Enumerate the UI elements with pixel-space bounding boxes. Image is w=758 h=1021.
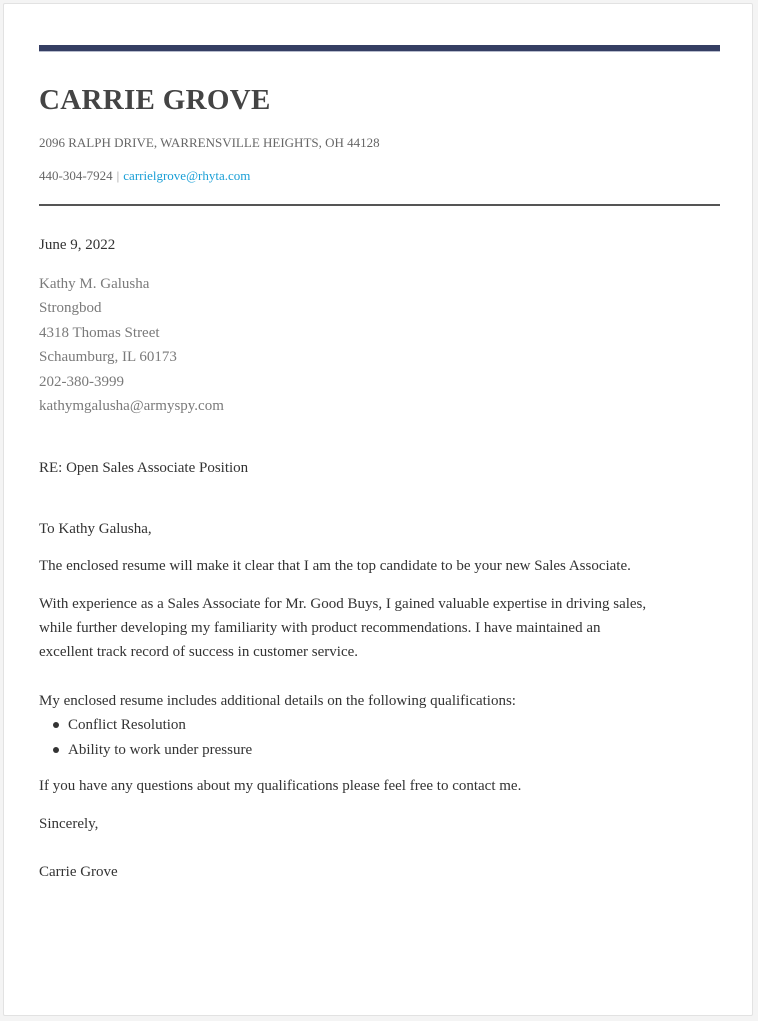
applicant-email-link[interactable]: carrielgrove@rhyta.com: [123, 168, 251, 183]
letter-paragraph-1: The enclosed resume will make it clear that I am the top candidate to be your new Sales Associate.: [39, 558, 631, 574]
letter-closing: Sincerely,: [39, 816, 99, 832]
letter-signature: Carrie Grove: [39, 864, 118, 880]
letter-paragraph-2: [39, 592, 729, 664]
recipient-city-state-zip: Schaumburg, IL 60173: [39, 349, 177, 366]
letter-paragraph-4: If you have any questions about my qualifications please feel free to contact me.: [39, 778, 522, 794]
recipient-block: [39, 272, 224, 418]
qualification-label: Conflict Resolution: [68, 717, 186, 733]
applicant-address: 2096 RALPH DRIVE, WARRENSVILLE HEIGHTS, OH 44128: [39, 135, 380, 150]
letter-salutation: To Kathy Galusha,: [39, 521, 152, 537]
recipient-street: 4318 Thomas Street: [39, 324, 160, 341]
qualification-item: [39, 713, 252, 738]
applicant-phone: 440-304-7924: [39, 168, 113, 183]
qualifications-intro: My enclosed resume includes additional details on the following qualifications:: [39, 693, 516, 709]
paragraph-2-line: while further developing my familiarity with product recommendations. I have maintained an: [39, 620, 601, 636]
letter-subject: RE: Open Sales Associate Position: [39, 460, 249, 476]
header-accent-bar-shadow: [39, 51, 720, 52]
cover-letter-page: [3, 3, 753, 1016]
qualifications-list: [39, 713, 252, 762]
qualification-label: Ability to work under pressure: [68, 741, 253, 758]
header-divider: [39, 204, 720, 206]
recipient-phone: 202-380-3999: [39, 373, 124, 390]
recipient-name: Kathy M. Galusha: [39, 276, 150, 292]
applicant-name: CARRIE GROVE: [39, 84, 271, 116]
contact-separator: |: [116, 168, 120, 183]
qualification-item: [39, 738, 252, 763]
applicant-contact: [39, 168, 250, 184]
letter-date: June 9, 2022: [39, 237, 116, 253]
recipient-email: kathymgalusha@armyspy.com: [39, 398, 224, 415]
paragraph-2-line: excellent track record of success in customer service.: [39, 644, 359, 660]
paragraph-2-line: With experience as a Sales Associate for Mr. Good Buys, I gained valuable expertise in driving sales,: [39, 596, 647, 612]
bullet-icon: [53, 747, 59, 753]
recipient-company: Strongbod: [39, 300, 102, 317]
bullet-icon: [53, 722, 59, 728]
